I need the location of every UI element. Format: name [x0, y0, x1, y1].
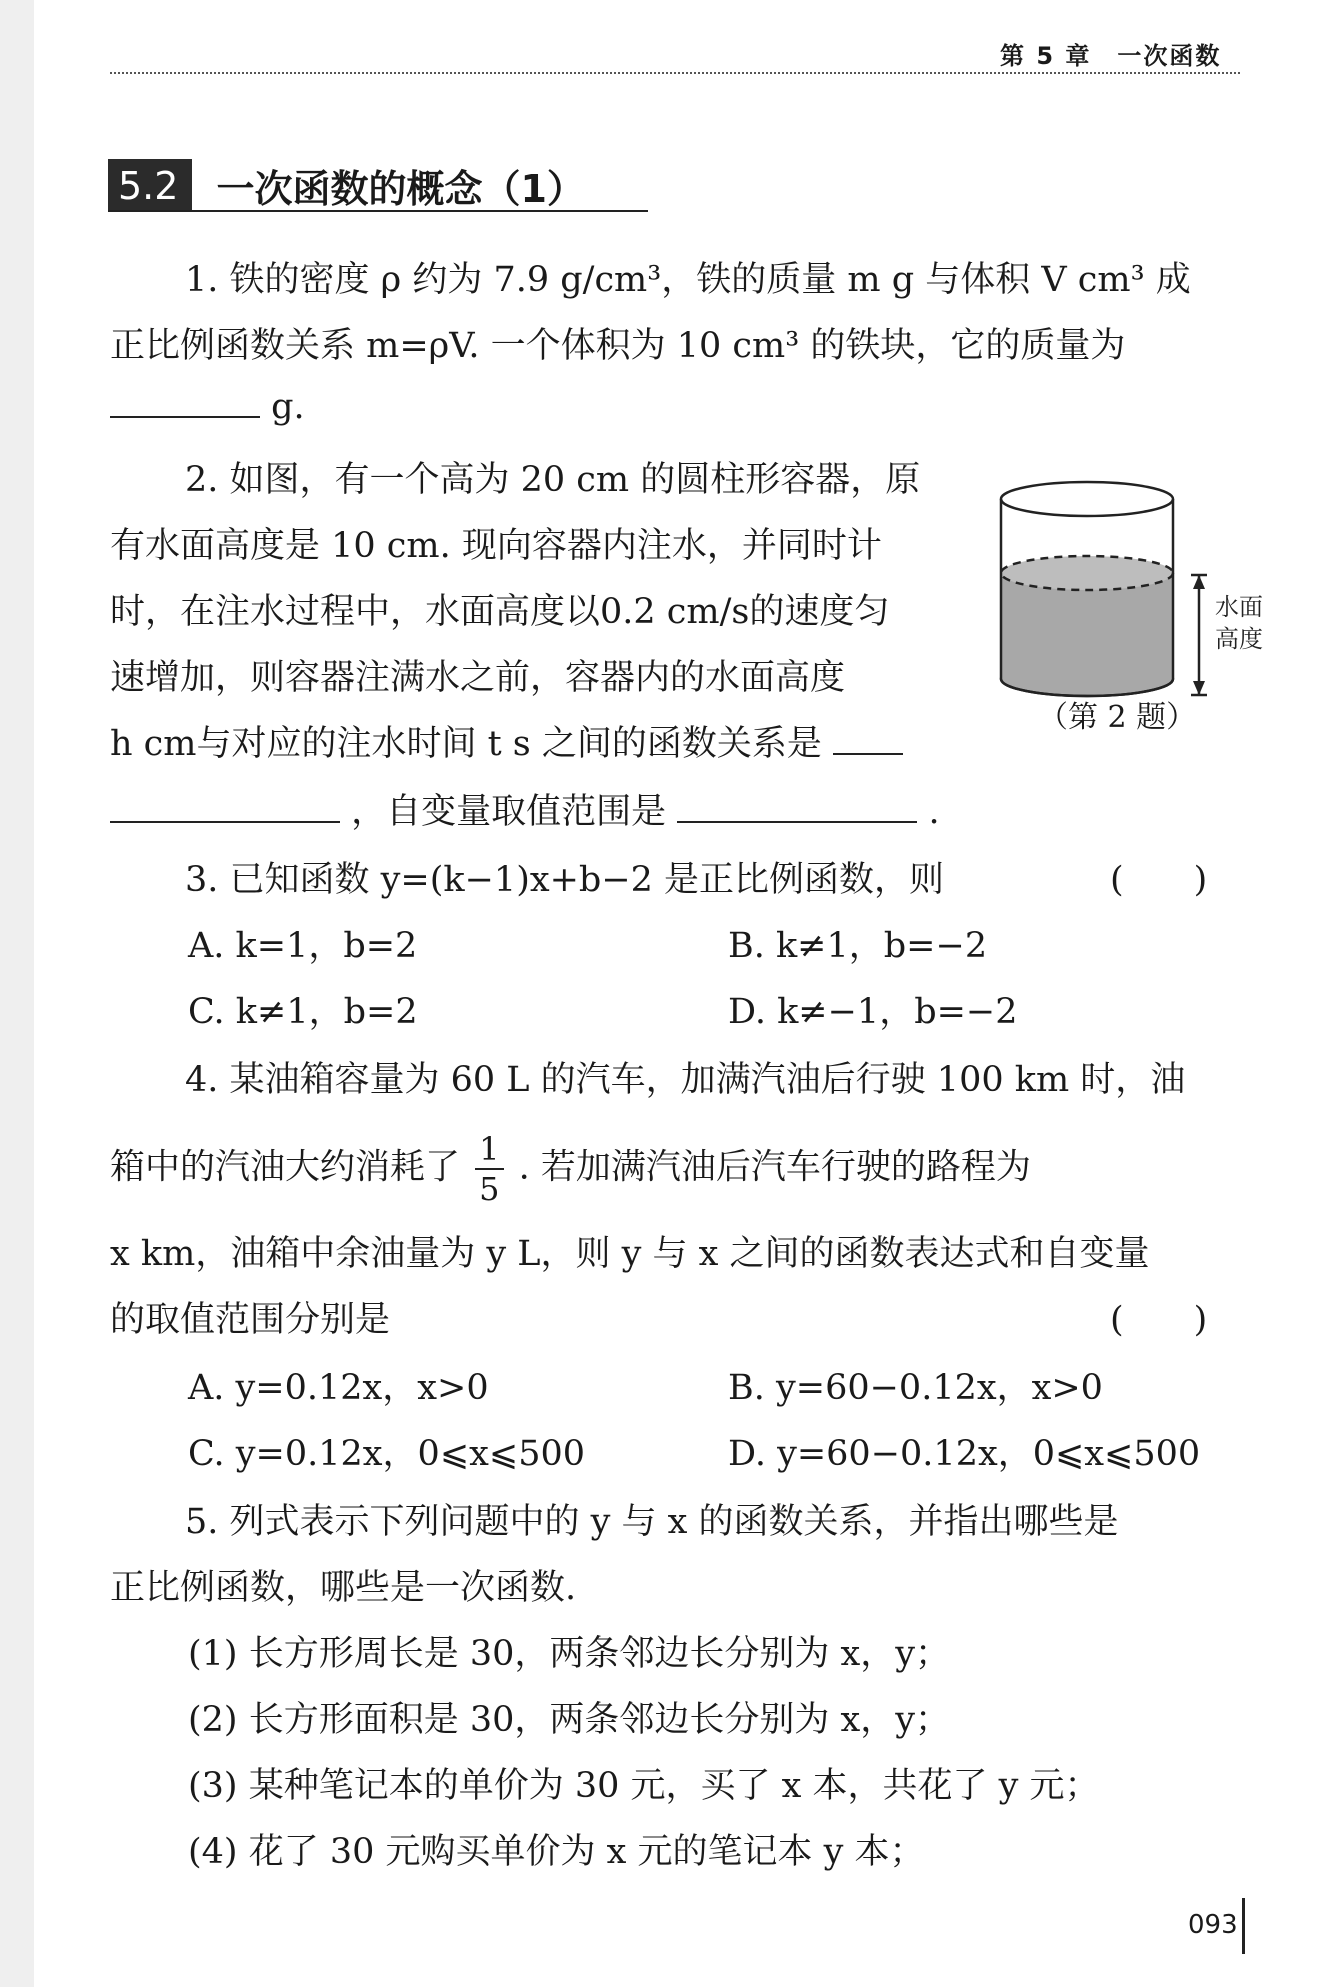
figure-caption: （第 2 题） [1038, 700, 1197, 735]
section-title [108, 160, 585, 210]
q2-range-blank[interactable] [677, 791, 917, 823]
q4-line-2 [110, 1130, 1031, 1208]
q2-function-blank[interactable] [110, 791, 340, 823]
q2-line-6 [110, 784, 940, 834]
section-number: 5.2 [108, 159, 192, 211]
cylinder-top [1001, 482, 1173, 516]
q5-sub-2: (2) 长方形面积是 30，两条邻边长分别为 x，y； [188, 1700, 951, 1740]
fraction-numerator: 1 [475, 1130, 503, 1170]
q4-option-d[interactable]: D. y=60−0.12x，0⩽x⩽500 [728, 1434, 1201, 1474]
q5-sub-3: (3) 某种笔记本的单价为 30 元，买了 x 本，共花了 y 元； [188, 1766, 1100, 1806]
q4-line-4: 的取值范围分别是 [110, 1300, 391, 1340]
q1-answer-blank[interactable] [110, 386, 260, 418]
q4-line-3: x km，油箱中余油量为 y L，则 y 与 x 之间的函数表达式和自变量 [110, 1234, 1150, 1274]
q2-period: . [928, 792, 940, 832]
figure-label-line-1: 水面 [1215, 593, 1263, 621]
q4-option-b[interactable]: B. y=60−0.12x，x>0 [728, 1368, 1103, 1408]
q4-line-1: 4. 某油箱容量为 60 L 的汽车，加满汽油后行驶 100 km 时，油 [185, 1060, 1186, 1100]
q4-option-c[interactable]: C. y=0.12x，0⩽x⩽500 [188, 1434, 586, 1474]
fraction-denominator: 5 [479, 1170, 500, 1208]
water-surface [1001, 556, 1173, 590]
q2-line-5-text: h cm与对应的注水时间 t s 之间的函数关系是 [110, 724, 822, 764]
page-number: 093 [1188, 1910, 1238, 1940]
page-number-bar [1242, 1898, 1245, 1954]
q4-line-2-start: 箱中的汽油大约消耗了 [110, 1147, 461, 1188]
q3-answer-paren[interactable]: ( ) [1110, 860, 1208, 900]
q4-option-a[interactable]: A. y=0.12x，x>0 [188, 1368, 489, 1408]
q3-stem: 3. 已知函数 y=(k−1)x+b−2 是正比例函数，则 [185, 860, 945, 900]
header-divider [110, 72, 1240, 74]
q3-option-d[interactable]: D. k≠−1，b=−2 [728, 992, 1018, 1032]
q5-line-2: 正比例函数，哪些是一次函数. [110, 1568, 577, 1608]
title-underline [108, 210, 648, 212]
q2-function-blank-start[interactable] [833, 723, 903, 755]
q5-line-1: 5. 列式表示下列问题中的 y 与 x 的函数关系，并指出哪些是 [185, 1502, 1119, 1542]
q2-line-5 [110, 716, 903, 766]
figure-label-line-2: 高度 [1215, 625, 1263, 653]
q3-option-c[interactable]: C. k≠1，b=2 [188, 992, 418, 1032]
q1-unit: g. [271, 387, 305, 427]
q2-line-4: 速增加，则容器注满水之前，容器内的水面高度 [110, 658, 846, 698]
q1-line-2: 正比例函数关系 m=ρV. 一个体积为 10 cm³ 的铁块，它的质量为 [110, 326, 1126, 366]
q4-line-2-end: . 若加满汽油后汽车行驶的路程为 [518, 1147, 1031, 1188]
q4-answer-paren[interactable]: ( ) [1110, 1300, 1208, 1340]
page-edge [0, 0, 34, 1987]
fraction-one-fifth [475, 1130, 503, 1208]
q2-line-2: 有水面高度是 10 cm. 现向容器内注水，并同时计 [110, 526, 882, 566]
section-name: 一次函数的概念（1） [216, 166, 585, 211]
q1-line-1: 1. 铁的密度 ρ 约为 7.9 g/cm³，铁的质量 m g 与体积 V cm³ 成 [185, 260, 1191, 300]
q1-line-3 [110, 386, 305, 427]
q5-sub-1: (1) 长方形周长是 30，两条邻边长分别为 x，y； [188, 1634, 951, 1674]
q3-option-b[interactable]: B. k≠1，b=−2 [728, 926, 988, 966]
q2-line-3: 时，在注水过程中，水面高度以0.2 cm/s的速度匀 [110, 592, 890, 632]
q2-line-1: 2. 如图，有一个高为 20 cm 的圆柱形容器，原 [185, 460, 921, 500]
q3-option-a[interactable]: A. k=1，b=2 [188, 926, 418, 966]
chapter-header: 第 5 章 一次函数 [1000, 42, 1222, 70]
q2-range-label: ，自变量取值范围是 [351, 792, 667, 832]
q5-sub-4: (4) 花了 30 元购买单价为 x 元的笔记本 y 本； [188, 1832, 925, 1872]
